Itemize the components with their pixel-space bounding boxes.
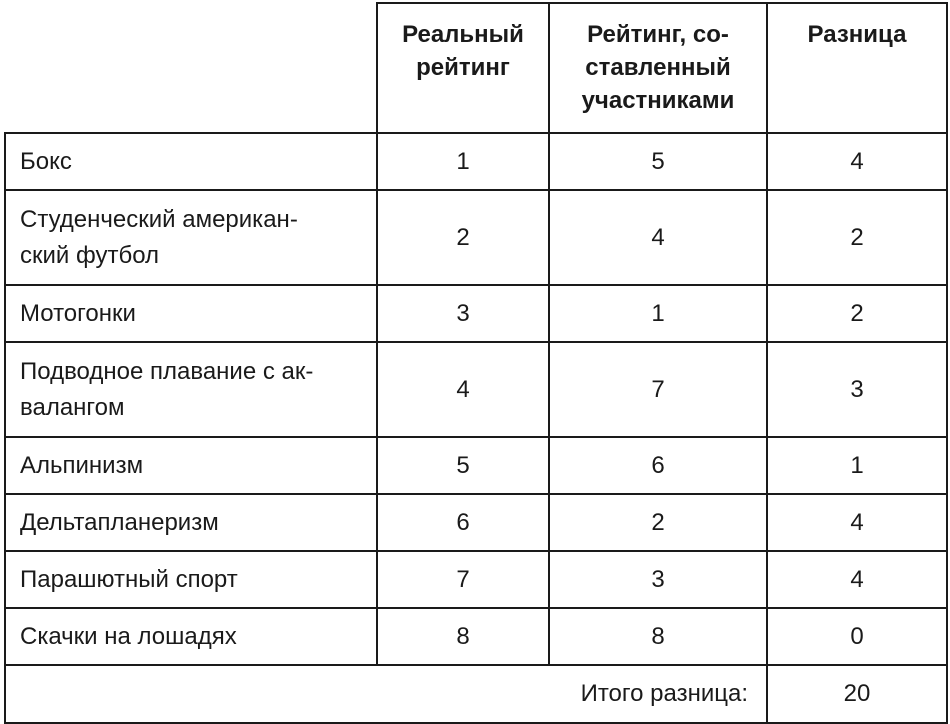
rating-comparison-table <box>4 2 948 724</box>
participant-rating-value: 4 <box>549 190 767 285</box>
header-row <box>5 3 947 133</box>
table-row <box>5 494 947 551</box>
difference-value: 1 <box>767 437 947 494</box>
real-rating-value: 7 <box>377 551 549 608</box>
sport-name: Студенческий американ- ский футбол <box>5 190 377 285</box>
difference-value: 2 <box>767 190 947 285</box>
participant-rating-value: 6 <box>549 437 767 494</box>
sport-name: Парашютный спорт <box>5 551 377 608</box>
real-rating-value: 1 <box>377 133 549 190</box>
total-row <box>5 665 947 723</box>
sport-name: Подводное плавание с ак- валангом <box>5 342 377 437</box>
difference-value: 3 <box>767 342 947 437</box>
real-rating-value: 2 <box>377 190 549 285</box>
real-rating-value: 3 <box>377 285 549 342</box>
sport-name: Скачки на лошадях <box>5 608 377 665</box>
total-label: Итого разница: <box>5 665 767 723</box>
table-row <box>5 551 947 608</box>
participant-rating-value: 8 <box>549 608 767 665</box>
real-rating-value: 6 <box>377 494 549 551</box>
real-rating-value: 5 <box>377 437 549 494</box>
table-row <box>5 285 947 342</box>
table-row <box>5 190 947 285</box>
sport-name: Бокс <box>5 133 377 190</box>
difference-value: 4 <box>767 133 947 190</box>
participant-rating-value: 2 <box>549 494 767 551</box>
sport-name: Мотогонки <box>5 285 377 342</box>
difference-value: 0 <box>767 608 947 665</box>
difference-value: 2 <box>767 285 947 342</box>
difference-value: 4 <box>767 494 947 551</box>
table-row <box>5 342 947 437</box>
difference-header: Разница <box>767 3 947 133</box>
participant-rating-value: 3 <box>549 551 767 608</box>
real-rating-value: 4 <box>377 342 549 437</box>
total-value: 20 <box>767 665 947 723</box>
empty-header-cell <box>5 3 377 133</box>
participant-rating-value: 5 <box>549 133 767 190</box>
real-rating-header: Реальный рейтинг <box>377 3 549 133</box>
difference-value: 4 <box>767 551 947 608</box>
participant-rating-value: 7 <box>549 342 767 437</box>
sport-name: Альпинизм <box>5 437 377 494</box>
table-row <box>5 437 947 494</box>
participant-rating-header: Рейтинг, со- ставленный участниками <box>549 3 767 133</box>
table-row <box>5 608 947 665</box>
real-rating-value: 8 <box>377 608 549 665</box>
sport-name: Дельтапланеризм <box>5 494 377 551</box>
table-row <box>5 133 947 190</box>
participant-rating-value: 1 <box>549 285 767 342</box>
